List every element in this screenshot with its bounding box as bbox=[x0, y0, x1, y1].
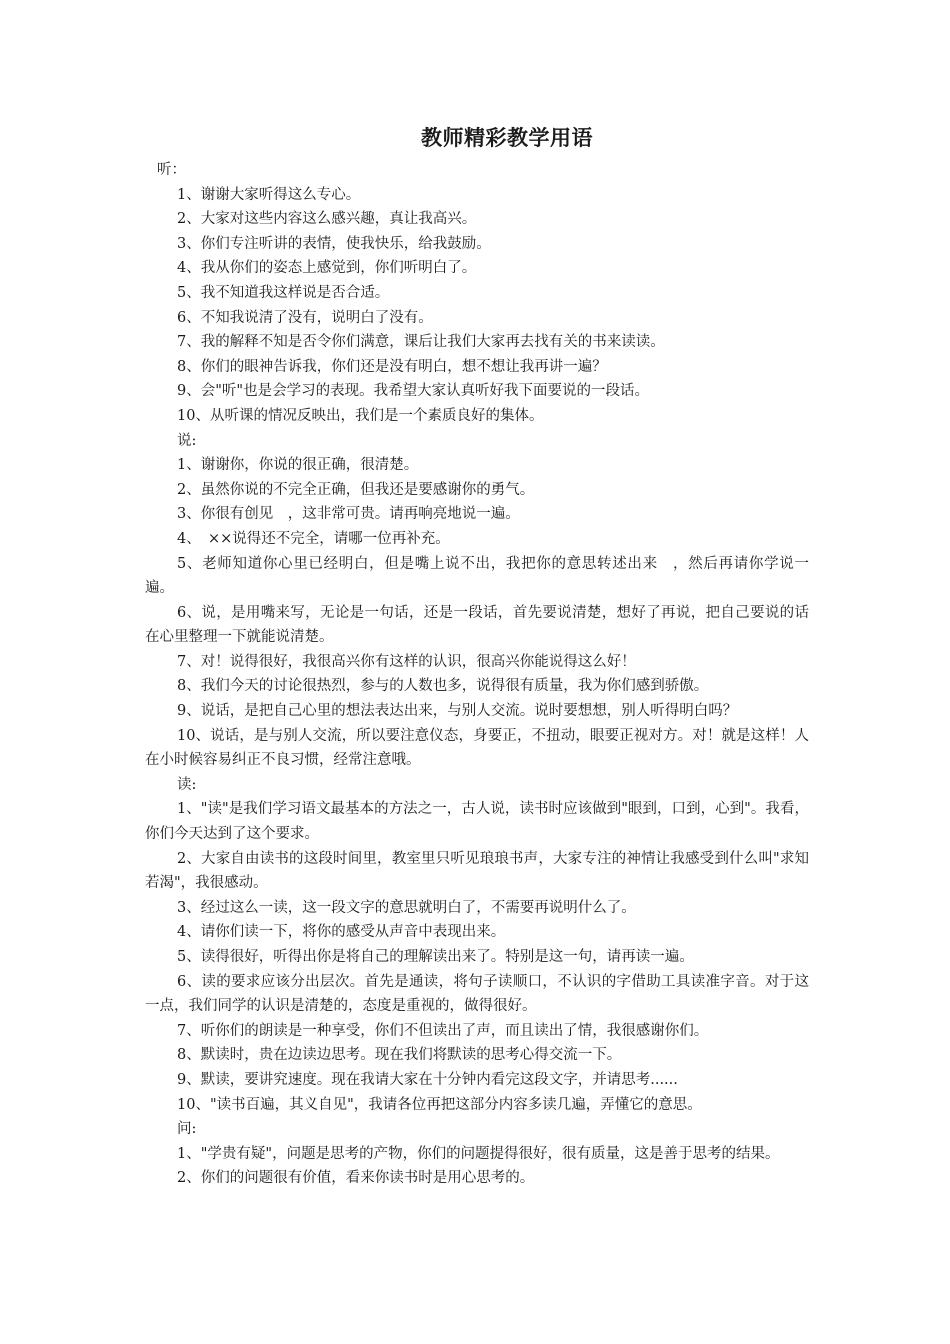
section-heading: 听： bbox=[157, 162, 186, 178]
list-item: 5、我不知道我这样说是否合适。 bbox=[177, 284, 390, 301]
list-item: 8、我们今天的讨论很热烈，参与的人数也多，说得很有质量，我为你们感到骄傲。 bbox=[177, 678, 709, 695]
list-item: 7、对！说得很好，我很高兴你有这样的认识，很高兴你能说得这么好！ bbox=[177, 653, 636, 670]
list-item: 7、我的解释不知是否令你们满意，课后让我们大家再去找有关的书来读读。 bbox=[177, 334, 665, 351]
list-item: 2、你们的问题很有价值，看来你读书时是用心思考的。 bbox=[177, 1170, 535, 1187]
list-item: 10、说话，是与别人交流，所以要注意仪态，身要正，不扭动，眼要正视对方。对！就是这样！人在小时候容易纠正不良习惯，经常注意哦。 bbox=[145, 727, 809, 769]
document-page bbox=[145, 118, 809, 1191]
list-item: 3、你们专注听讲的表情，使我快乐，给我鼓励。 bbox=[177, 235, 491, 252]
list-item: 5、读得很好，听得出你是将自己的理解读出来了。特别是这一句，请再读一遍。 bbox=[177, 949, 694, 965]
list-item: 10、"读书百遍，其义自见"，我请各位再把这部分内容多读几遍，弄懂它的意思。 bbox=[177, 1096, 702, 1113]
list-item: 6、读的要求应该分出层次。首先是通读，将句子读顺口，不认识的字借助工具读准字音。对于这一点，我们同学的认识是清楚的，态度是重视的，做得很好。 bbox=[145, 973, 809, 1015]
list-item: 1、"读"是我们学习语文最基本的方法之一，古人说，读书时应该做到"眼到，口到，心到"。我看，你们今天达到了这个要求。 bbox=[145, 801, 809, 843]
section-listen bbox=[145, 158, 809, 429]
list-item: 10、从听课的情况反映出，我们是一个素质良好的集体。 bbox=[177, 407, 544, 424]
list-item: 6、不知我说清了没有，说明白了没有。 bbox=[177, 309, 433, 326]
list-item: 1、谢谢你，你说的很正确，很清楚。 bbox=[177, 457, 419, 474]
list-item: 4、请你们读一下，将你的感受从声音中表现出来。 bbox=[177, 924, 506, 941]
list-item: 3、经过这么一读，这一段文字的意思就明白了，不需要再说明什么了。 bbox=[177, 899, 636, 916]
list-item: 8、你们的眼神告诉我，你们还是没有明白，想不想让我再讲一遍？ bbox=[177, 358, 607, 375]
section-heading: 问: bbox=[177, 1121, 197, 1138]
list-item: 2、大家自由读书的这段时间里，教室里只听见琅琅书声，大家专注的神情让我感受到什么叫"求知若渴"，我很感动。 bbox=[145, 850, 809, 892]
document-title: 教师精彩教学用语 bbox=[421, 126, 593, 150]
list-item: 3、你很有创见 ，这非常可贵。请再响亮地说一遍。 bbox=[177, 506, 520, 523]
list-item: 1、"学贵有疑"，问题是思考的产物，你们的问题提得很好，很有质量，这是善于思考的结果。 bbox=[177, 1145, 780, 1162]
list-item: 7、听你们的朗读是一种享受，你们不但读出了声，而且读出了情，我很感谢你们。 bbox=[177, 1022, 709, 1039]
section-heading: 说: bbox=[177, 432, 197, 449]
list-item: 9、说话，是把自己心里的想法表达出来，与别人交流。说时要想想，别人听得明白吗？ bbox=[177, 703, 738, 720]
list-item: 2、大家对这些内容这么感兴趣，真让我高兴。 bbox=[177, 211, 477, 228]
list-item: 9、会"听"也是会学习的表现。我希望大家认真听好我下面要说的一段话。 bbox=[177, 383, 650, 400]
section-heading: 读: bbox=[177, 776, 197, 793]
list-item: 8、默读时，贵在边读边思考。现在我们将默读的思考心得交流一下。 bbox=[177, 1047, 622, 1064]
list-item: 2、虽然你说的不完全正确，但我还是要感谢你的勇气。 bbox=[177, 481, 535, 498]
list-item: 9、默读，要讲究速度。现在我请大家在十分钟内看完这段文字，并请思考...... bbox=[177, 1071, 678, 1088]
list-item: 4、我从你们的姿态上感觉到，你们听明白了。 bbox=[177, 260, 477, 277]
list-item: 5、老师知道你心里已经明白，但是嘴上说不出，我把你的意思转述出来 ，然后再请你学说一遍。 bbox=[145, 555, 809, 597]
section-read bbox=[145, 773, 809, 1117]
section-ask bbox=[145, 1117, 809, 1191]
list-item: 4、 ××说得还不完全，请哪一位再补充。 bbox=[177, 530, 450, 547]
list-item: 6、说，是用嘴来写，无论是一句话，还是一段话，首先要说清楚，想好了再说，把自己要说的话在心里整理一下就能说清楚。 bbox=[145, 604, 809, 646]
list-item: 1、谢谢大家听得这么专心。 bbox=[177, 186, 361, 203]
section-speak bbox=[145, 429, 809, 773]
